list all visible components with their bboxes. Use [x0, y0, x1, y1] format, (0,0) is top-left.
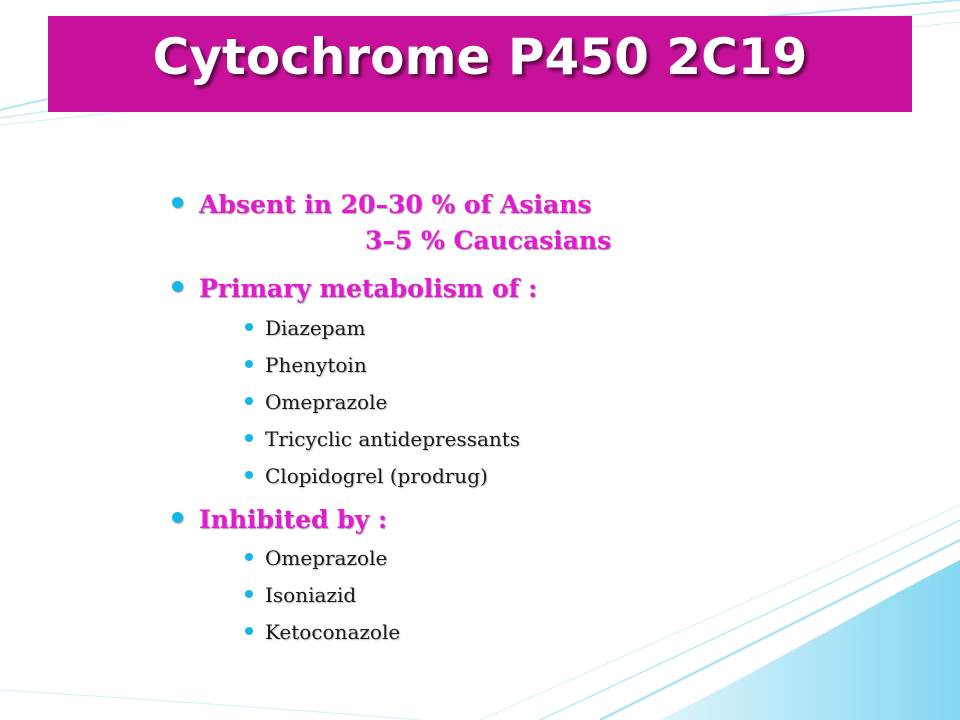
bullet-dot-icon [172, 512, 183, 523]
bullet-dot-icon [172, 281, 183, 292]
bullet-primary-metabolism [172, 276, 537, 301]
sub-bullet-dot-icon [245, 553, 253, 561]
sub-bullet-text: Phenytoin [265, 353, 367, 377]
sub-bullet-dot-icon [245, 434, 253, 442]
bullet-absent [172, 192, 591, 217]
sub-bullet-item [245, 548, 387, 568]
sub-bullet-dot-icon [245, 590, 253, 598]
slide-title: Cytochrome P450 2C19 [152, 28, 808, 86]
bullet-dot-icon [172, 197, 183, 208]
sub-bullet-text: Isoniazid [265, 583, 357, 607]
sub-bullet-dot-icon [245, 360, 253, 368]
sub-bullet-text: Omeprazole [265, 390, 388, 414]
sub-bullet-item [245, 392, 387, 412]
sub-bullet-text: Ketoconazole [265, 620, 401, 644]
bullet-text: Inhibited by : [199, 505, 388, 534]
sub-bullet-dot-icon [245, 471, 253, 479]
sub-bullet-dot-icon [245, 397, 253, 405]
sub-bullet-item [245, 355, 367, 375]
sub-bullet-text: Tricyclic antidepressants [265, 427, 521, 451]
sub-bullet-item [245, 429, 520, 449]
bullet-continuation: 3–5 % Caucasians [365, 226, 612, 255]
sub-bullet-item [245, 318, 365, 338]
sub-bullet-dot-icon [245, 323, 253, 331]
bullet-text: Absent in 20–30 % of Asians [199, 190, 592, 219]
sub-bullet-text: Omeprazole [265, 546, 388, 570]
sub-bullet-item [245, 466, 488, 486]
sub-bullet-text: Diazepam [265, 316, 366, 340]
sub-bullet-dot-icon [245, 627, 253, 635]
bullet-text: Primary metabolism of : [199, 274, 538, 303]
bullet-inhibited-by [172, 507, 387, 532]
sub-bullet-item [245, 622, 400, 642]
sub-bullet-text: Clopidogrel (prodrug) [265, 464, 488, 488]
sub-bullet-item [245, 585, 356, 605]
